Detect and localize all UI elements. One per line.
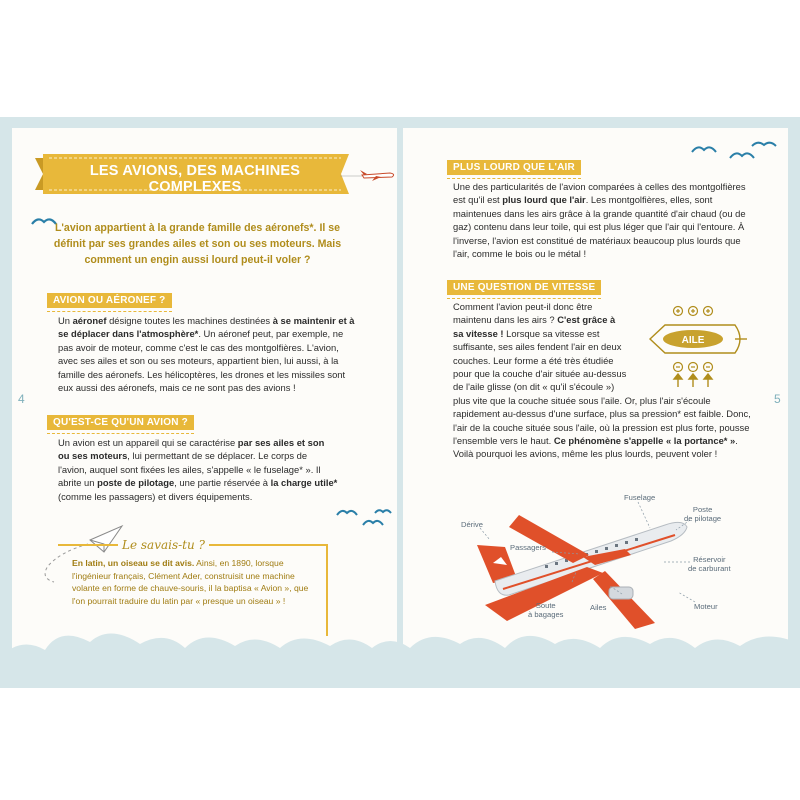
intro-text: L'avion appartient à la grande famille des aéronefs*. Il se définit par ses grandes ailes et son ou ses moteurs. Mais comment un engin aussi lourd peut-il voler ? xyxy=(53,222,342,266)
section-tag-lourd: PLUS LOURD QUE L'AIR xyxy=(447,160,581,175)
page-title: LES AVIONS, DES MACHINES COMPLEXES xyxy=(89,163,301,195)
label-fuselage: Fuselage xyxy=(624,493,656,502)
birds-middle-icon xyxy=(335,505,395,531)
small-plane-icon xyxy=(340,164,400,186)
label-ailes: Ailes xyxy=(590,603,607,612)
section-body-avion: Un avion est un appareil qui se caractérise par ses ailes et son ou ses moteurs, lui permettant de se déplacer. Le corps de l'avion, auquel sont fixées les ailes, s'appelle « le fuselage* ». Il abrite un poste de pilotage, une partie réservée à la charge utile* (comme les passagers) et divers équipements. xyxy=(58,437,338,502)
left-page-number: 4 xyxy=(18,392,25,406)
section-body-lourd: Une des particularités de l'avion comparées à celles des montgolfières est qu'il est plus lourd que l'air. Les montgolfières, elles, sont maintenues dans les airs grâce à la grande quantité d'air chaud (ou de gaz) contenu dans leur toile, qui est plus léger que l'air qui l'entoure. À l'inverse, l'avion est constitué de matériaux beaucoup plus lourds que l'air, comme le bois ou le métal ! xyxy=(453,181,746,260)
section-tag-aeronef: AVION OU AÉRONEF ? xyxy=(47,293,172,308)
label-soute: Soute à bagages xyxy=(528,601,564,619)
clouds-decoration xyxy=(0,618,800,688)
note-text: En latin, un oiseau se dit avis. Ainsi, en 1890, lorsque l'ingénieur français, Clément Ader, construisit une machine volante en forme de chauve-souris, il la baptisa « Avion », que l'on pourrait traduire du latin par « presque un oiseau » ! xyxy=(72,558,309,606)
section-tag-vitesse: UNE QUESTION DE VITESSE xyxy=(447,280,601,295)
label-poste: Poste de pilotage xyxy=(684,505,722,523)
birds-top-right-icon xyxy=(690,140,780,170)
section-tag-avion: QU'EST-CE QU'UN AVION ? xyxy=(47,415,194,430)
section-body-vitesse-text: Comment l'avion peut-il donc être maintenu dans les airs ? C'est grâce à sa vitesse ! Lorsque sa vitesse est suffisante, ses ailes fendent l'air en deux couches. Leur forme a été très étudiée pour que la couche d'air située au-dessus de l'aile glisse (on dit « qu'il s'écoule ») plus vite que la couche située sous l'aile. Or, plus l'air s'écoule rapidement au-dessus d'une surface, plus sa pression* est faible. Donc, l'air de la couche située sous l'aile, où la pression est plus forte, pousse l'ensemble vers le haut. Ce phénomène s'appelle « la portance* ». Voilà pourquoi les avions, même les plus lourds, peuvent voler ! xyxy=(453,300,753,461)
label-reservoir: Réservoir de carburant xyxy=(688,555,731,573)
label-passagers: Passagers xyxy=(510,543,546,552)
section-body-aeronef: Un aéronef désigne toutes les machines destinées à se maintenir et à se déplacer dans l'atmosphère*. Un aéronef peut, par exemple, ne pas avoir de moteur, comme c'est le cas des montgolfières. L'avion, avec ses ailes et son ou ses moteurs, appartient bien, lui aussi, à la famille des aéronefs. Les hélicoptères, les drones et les missiles sont eux aussi des aéronefs, mais ce ne sont pas des avions ! xyxy=(58,315,355,394)
wing-label: AILE xyxy=(681,335,705,346)
label-moteur: Moteur xyxy=(694,602,718,611)
right-page-number: 5 xyxy=(774,392,781,406)
wing-diagram xyxy=(635,303,750,388)
note-title: Le savais-tu ? xyxy=(118,538,209,552)
label-derive: Dérive xyxy=(461,520,483,529)
